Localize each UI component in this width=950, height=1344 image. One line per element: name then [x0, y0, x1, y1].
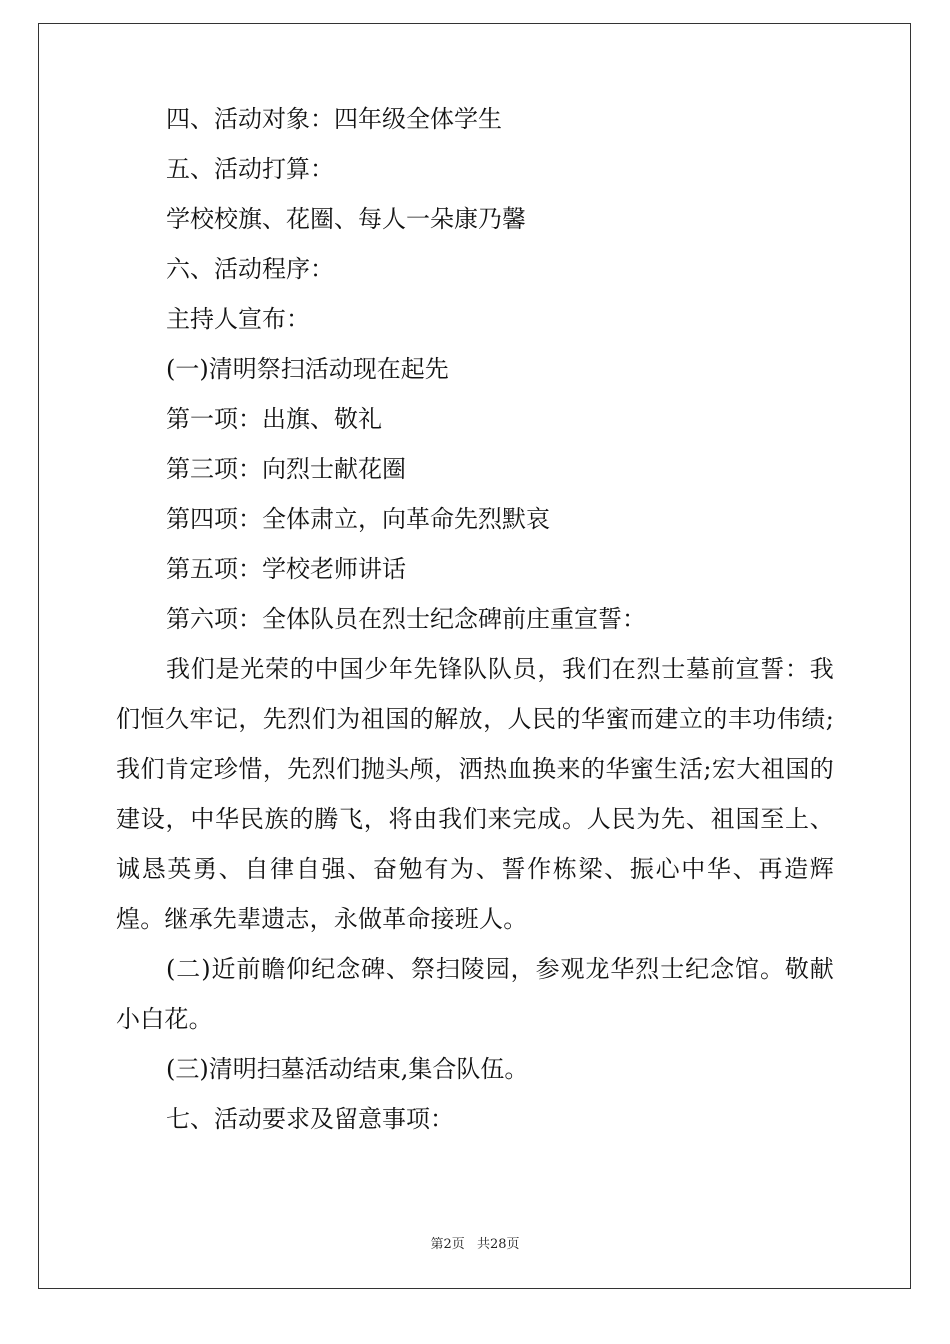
text-line: 第六项：全体队员在烈士纪念碑前庄重宣誓： [166, 605, 646, 633]
text-line: 四、活动对象：四年级全体学生 [166, 105, 502, 133]
text-line: 六、活动程序： [166, 255, 334, 283]
page-number: 第2页 [430, 1237, 465, 1252]
page-total: 共28页 [476, 1237, 520, 1252]
text-line: 第四项：全体肃立，向革命先烈默哀 [166, 505, 550, 533]
visit-paragraph: (二)近前瞻仰纪念碑、祭扫陵园，参观龙华烈士纪念馆。敬献小白花。 [116, 955, 834, 1033]
oath-paragraph: 我们是光荣的中国少年先锋队队员，我们在烈士墓前宣誓：我们恒久牢记，先烈们为祖国的解放，人民的华蜜而建立的丰功伟绩;我们肯定珍惜，先烈们抛头颅，洒热血换来的华蜜生活;宏大祖国的建设，中华民族的腾飞，将由我们来完成。人民为先、祖国至上、诚恳英勇、自律自强、奋勉有为、誓作栋梁、振心中华、再造辉煌。继承先辈遗志，永做革命接班人。 [116, 655, 834, 933]
text-line: (一)清明祭扫活动现在起先 [166, 355, 449, 383]
text-line: (三)清明扫墓活动结束,集合队伍。 [166, 1055, 529, 1083]
text-line: 第五项：学校老师讲话 [166, 555, 406, 583]
text-line: 主持人宣布： [166, 305, 310, 333]
text-line: 七、活动要求及留意事项： [166, 1105, 454, 1133]
text-line: 学校校旗、花圈、每人一朵康乃馨 [166, 205, 526, 233]
text-line: 第一项：出旗、敬礼 [166, 405, 382, 433]
page-footer [0, 1233, 950, 1252]
document-body [116, 94, 834, 1144]
text-line: 第三项：向烈士献花圈 [166, 455, 406, 483]
text-line: 五、活动打算： [166, 155, 334, 183]
